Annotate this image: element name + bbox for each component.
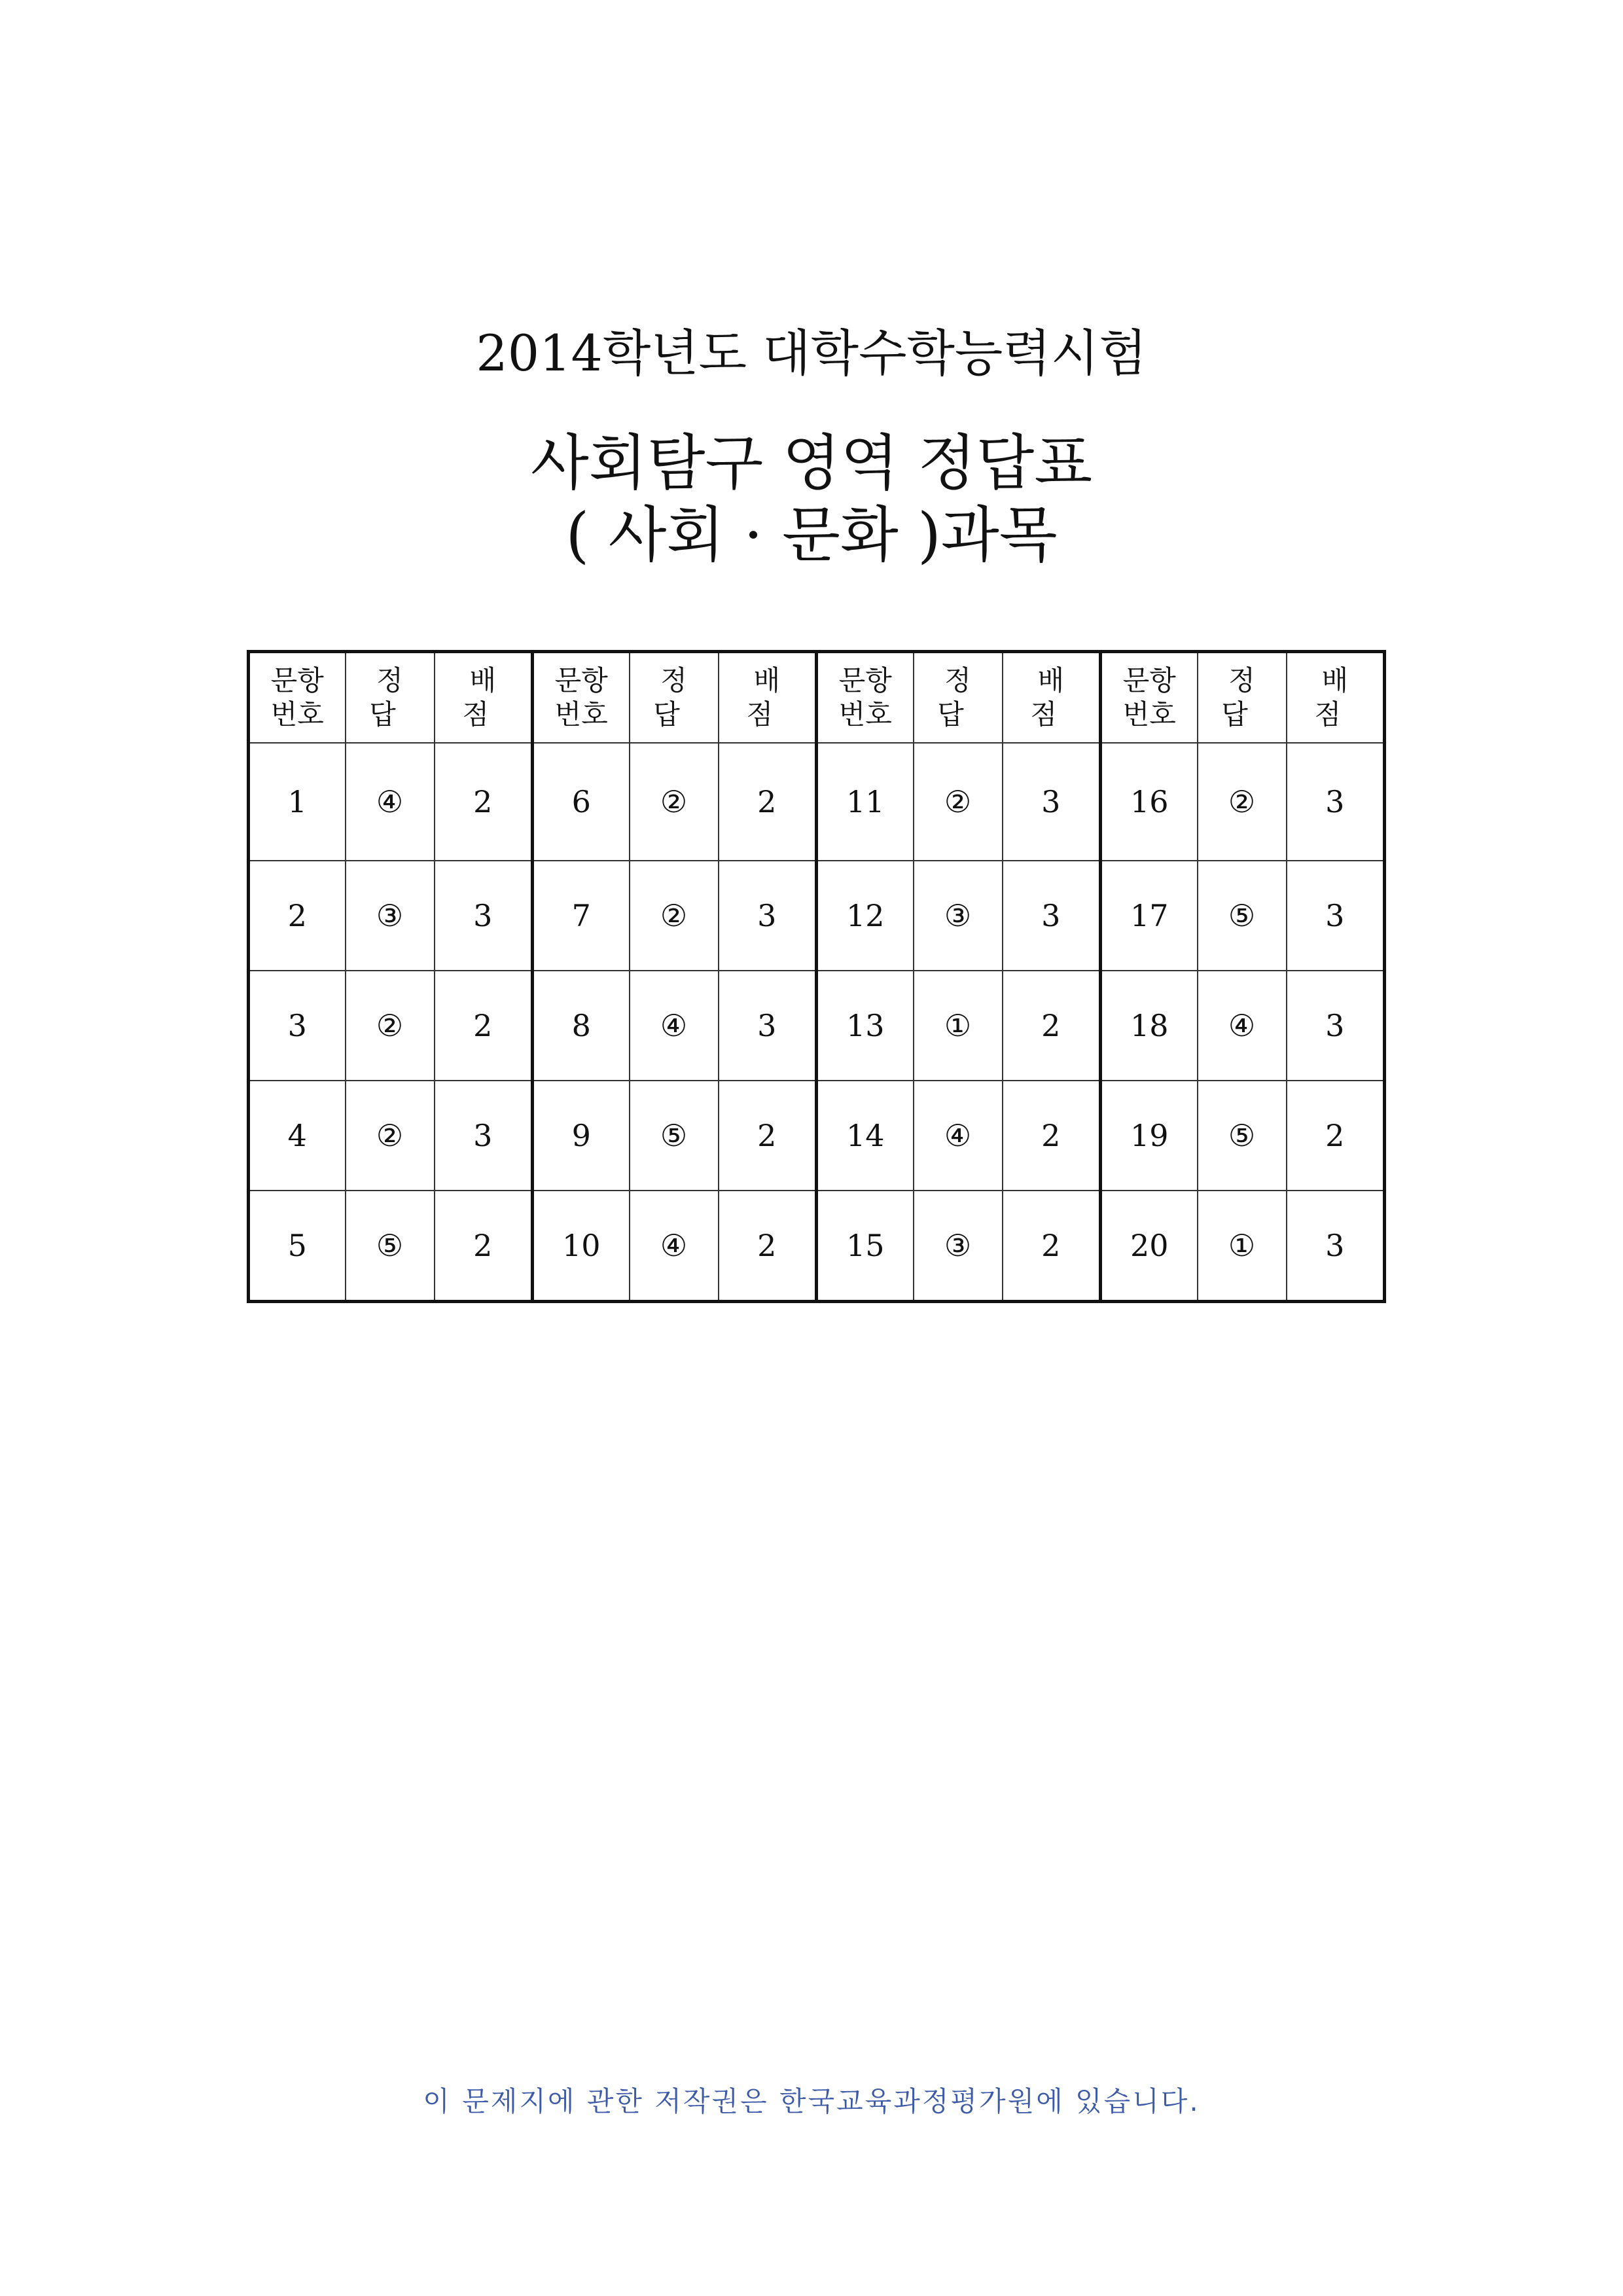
header-number: 문항번호	[249, 652, 346, 744]
question-number: 4	[249, 1081, 346, 1191]
question-number: 10	[533, 1191, 630, 1302]
question-number: 14	[817, 1081, 914, 1191]
header-points: 배점	[435, 652, 533, 744]
score-points: 2	[1003, 971, 1101, 1081]
score-points: 2	[435, 1191, 533, 1302]
question-number: 7	[533, 861, 630, 971]
correct-answer: ②	[914, 743, 1003, 861]
header-number: 문항번호	[1101, 652, 1198, 744]
question-number: 19	[1101, 1081, 1198, 1191]
question-number: 6	[533, 743, 630, 861]
correct-answer: ③	[914, 861, 1003, 971]
score-points: 3	[1287, 1191, 1385, 1302]
header-number: 문항번호	[533, 652, 630, 744]
table-row	[249, 861, 1385, 971]
score-points: 2	[719, 743, 817, 861]
correct-answer: ④	[1198, 971, 1287, 1081]
correct-answer: ②	[630, 743, 719, 861]
score-points: 2	[435, 743, 533, 861]
table-row	[249, 1081, 1385, 1191]
header-points: 배점	[719, 652, 817, 744]
subject-title: ( 사회 · 문화 )과목	[565, 500, 1058, 570]
question-number: 2	[249, 861, 346, 971]
copyright-notice: 이 문제지에 관한 저작권은 한국교육과정평가원에 있습니다.	[423, 2085, 1200, 2117]
correct-answer: ④	[630, 1191, 719, 1302]
question-number: 3	[249, 971, 346, 1081]
table-row	[249, 743, 1385, 861]
question-number: 20	[1101, 1191, 1198, 1302]
question-number: 15	[817, 1191, 914, 1302]
score-points: 2	[719, 1081, 817, 1191]
score-points: 2	[719, 1191, 817, 1302]
correct-answer: ④	[914, 1081, 1003, 1191]
score-points: 3	[1287, 743, 1385, 861]
header-points: 배점	[1003, 652, 1101, 744]
question-number: 12	[817, 861, 914, 971]
question-number: 8	[533, 971, 630, 1081]
correct-answer: ①	[1198, 1191, 1287, 1302]
question-number: 5	[249, 1191, 346, 1302]
correct-answer: ⑤	[630, 1081, 719, 1191]
correct-answer: ④	[630, 971, 719, 1081]
table-row	[249, 971, 1385, 1081]
correct-answer: ②	[630, 861, 719, 971]
header-number: 문항번호	[817, 652, 914, 744]
question-number: 18	[1101, 971, 1198, 1081]
correct-answer: ③	[346, 861, 435, 971]
answer-table	[247, 650, 1386, 1303]
header-answer: 정답	[914, 652, 1003, 744]
question-number: 16	[1101, 743, 1198, 861]
question-number: 17	[1101, 861, 1198, 971]
score-points: 3	[1287, 971, 1385, 1081]
correct-answer: ②	[346, 1081, 435, 1191]
header-answer: 정답	[630, 652, 719, 744]
correct-answer: ④	[346, 743, 435, 861]
score-points: 3	[1003, 861, 1101, 971]
table-row	[249, 1191, 1385, 1302]
question-number: 13	[817, 971, 914, 1081]
exam-title: 2014학년도 대학수학능력시험	[476, 324, 1147, 382]
header-row	[249, 652, 1385, 744]
correct-answer: ③	[914, 1191, 1003, 1302]
question-number: 11	[817, 743, 914, 861]
score-points: 3	[435, 1081, 533, 1191]
correct-answer: ②	[346, 971, 435, 1081]
score-points: 3	[719, 971, 817, 1081]
score-points: 3	[1003, 743, 1101, 861]
score-points: 3	[1287, 861, 1385, 971]
header-answer: 정답	[346, 652, 435, 744]
correct-answer: ⑤	[346, 1191, 435, 1302]
question-number: 1	[249, 743, 346, 861]
correct-answer: ⑤	[1198, 1081, 1287, 1191]
correct-answer: ②	[1198, 743, 1287, 861]
score-points: 2	[1003, 1081, 1101, 1191]
header-points: 배점	[1287, 652, 1385, 744]
score-points: 3	[719, 861, 817, 971]
correct-answer: ①	[914, 971, 1003, 1081]
score-points: 2	[1287, 1081, 1385, 1191]
score-points: 2	[1003, 1191, 1101, 1302]
correct-answer: ⑤	[1198, 861, 1287, 971]
question-number: 9	[533, 1081, 630, 1191]
score-points: 2	[435, 971, 533, 1081]
header-answer: 정답	[1198, 652, 1287, 744]
score-points: 3	[435, 861, 533, 971]
section-title: 사회탐구 영역 정답표	[530, 428, 1093, 498]
